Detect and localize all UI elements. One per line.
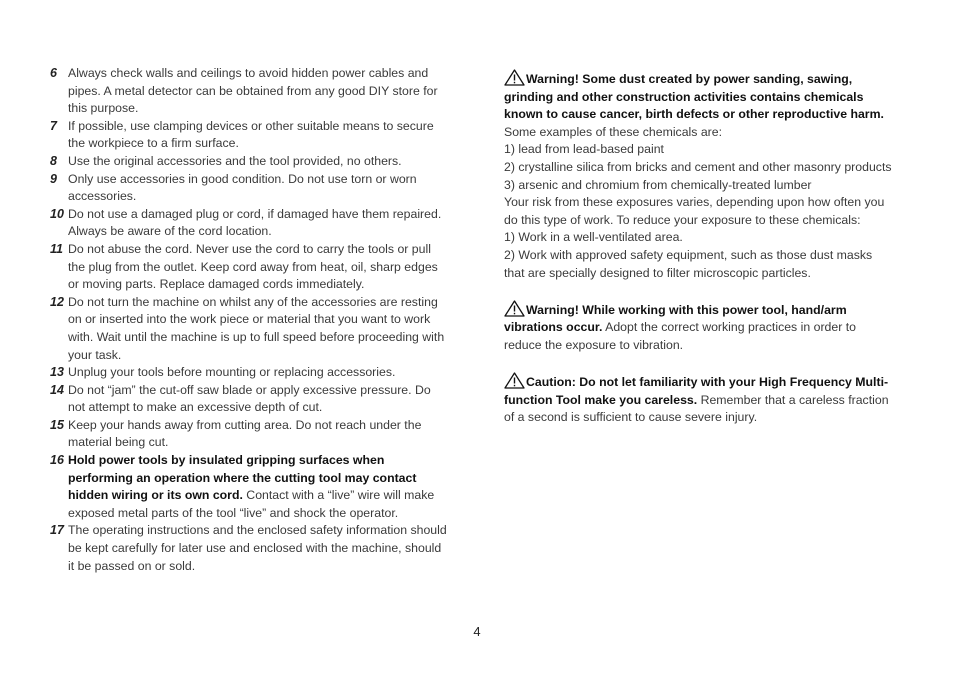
- list-item: [50, 241, 450, 294]
- item-number: 7: [50, 118, 57, 133]
- vibration-warning-text: Adopt the correct working practices in order to reduce the exposure to vibration.: [504, 320, 856, 352]
- item-number: 9: [50, 171, 57, 186]
- list-item: [50, 118, 450, 153]
- item-text: Do not turn the machine on whilst any of the accessories are resting on or inserted into the work piece or material that you want to work with. Wait until the machine is up to full speed before proceeding with your task.: [68, 294, 445, 362]
- item-number: 11: [50, 241, 63, 256]
- warning-triangle-icon: [504, 372, 525, 389]
- list-item: [50, 452, 450, 522]
- item-text: Only use accessories in good condition. Do not use torn or worn accessories.: [68, 171, 417, 204]
- list-item: [50, 417, 450, 452]
- caution-notice: [504, 372, 894, 427]
- list-item: [50, 153, 450, 171]
- list-item: [50, 206, 450, 241]
- list-item: 2) Work with approved safety equipment, such as those dust masks that are specially designed to filter microscopic particles.: [504, 247, 873, 280]
- warning-triangle-icon: [504, 300, 525, 317]
- caution-text: Remember that a careless fraction of a second is sufficient to cause severe injury.: [504, 392, 889, 425]
- item-number: 12: [50, 294, 64, 309]
- list-item: [50, 364, 450, 382]
- item-number: 8: [50, 153, 57, 168]
- warnings-column: [504, 69, 894, 427]
- item-text: Always check walls and ceilings to avoid hidden power cables and pipes. A metal detector can be obtained from any good DIY store for this purpose.: [68, 66, 438, 116]
- dust-warning: [504, 69, 894, 282]
- item-number: 13: [50, 365, 64, 380]
- list-item: 2) crystalline silica from bricks and cement and other masonry products: [504, 159, 892, 174]
- vibration-warning: [504, 300, 894, 355]
- vibration-warning-heading: Warning! While working with this power tool, hand/arm vibrations occur.: [504, 302, 847, 335]
- dust-risk-text: Your risk from these exposures varies, depending upon how often you do this type of work. To reduce your exposure to these chemicals:: [504, 195, 885, 227]
- item-text: The operating instructions and the enclosed safety information should be kept carefully for later use and enclosed with the machine, should it be passed on or sold.: [68, 523, 447, 573]
- item-text: Do not abuse the cord. Never use the cord to carry the tools or pull the plug from the outlet. Keep cord away from heat, oil, sharp edges or moving parts. Replace damaged cords immediately.: [68, 241, 438, 292]
- item-number: 14: [50, 382, 64, 397]
- list-item: [50, 382, 450, 417]
- item-number: 15: [50, 417, 64, 432]
- item-number: 17: [50, 523, 64, 538]
- list-item: [50, 294, 450, 364]
- item-text: Use the original accessories and the tool provided, no others.: [68, 153, 402, 168]
- list-item: 3) arsenic and chromium from chemically-treated lumber: [504, 177, 812, 192]
- item-text: Do not use a damaged plug or cord, if damaged have them repaired. Always be aware of the cord location.: [68, 206, 442, 239]
- safety-instructions-list: [50, 65, 450, 575]
- dust-warning-text: Some examples of these chemicals are:: [504, 124, 723, 139]
- dust-warning-heading: Warning! Some dust created by power sanding, sawing, grinding and other construction activities contains chemicals known to cause cancer, birth defects or other reproductive harm.: [504, 72, 884, 122]
- caution-heading: Caution: Do not let familiarity with your High Frequency Multi-function Tool make you careless.: [504, 375, 889, 407]
- list-item: [50, 522, 450, 575]
- warning-triangle-icon: [504, 69, 525, 86]
- item-text: Unplug your tools before mounting or replacing accessories.: [68, 365, 396, 380]
- page-number: 4: [473, 624, 481, 639]
- item-text: If possible, use clamping devices or other suitable means to secure the workpiece to a firm surface.: [68, 118, 434, 151]
- item-text: [68, 452, 450, 522]
- item-text: Keep your hands away from cutting area. Do not reach under the material being cut.: [68, 417, 422, 450]
- item-bold-text: Hold power tools by insulated gripping surfaces when performing an operation where the cutting tool may contact hidden wiring or its own cord.: [68, 453, 417, 503]
- item-number: 6: [50, 66, 57, 80]
- item-number: 10: [50, 206, 64, 221]
- item-text: Do not “jam” the cut-off saw blade or apply excessive pressure. Do not attempt to make an excessive depth of cut.: [68, 382, 431, 415]
- list-item: 1) lead from lead-based paint: [504, 142, 664, 157]
- list-item: [50, 65, 450, 118]
- list-item: 1) Work in a well-ventilated area.: [504, 230, 683, 245]
- item-number: 16: [50, 453, 64, 468]
- item-regular-text: Contact with a “live” wire will make exposed metal parts of the tool “live” and shock the operator.: [68, 488, 435, 520]
- list-item: [50, 171, 450, 206]
